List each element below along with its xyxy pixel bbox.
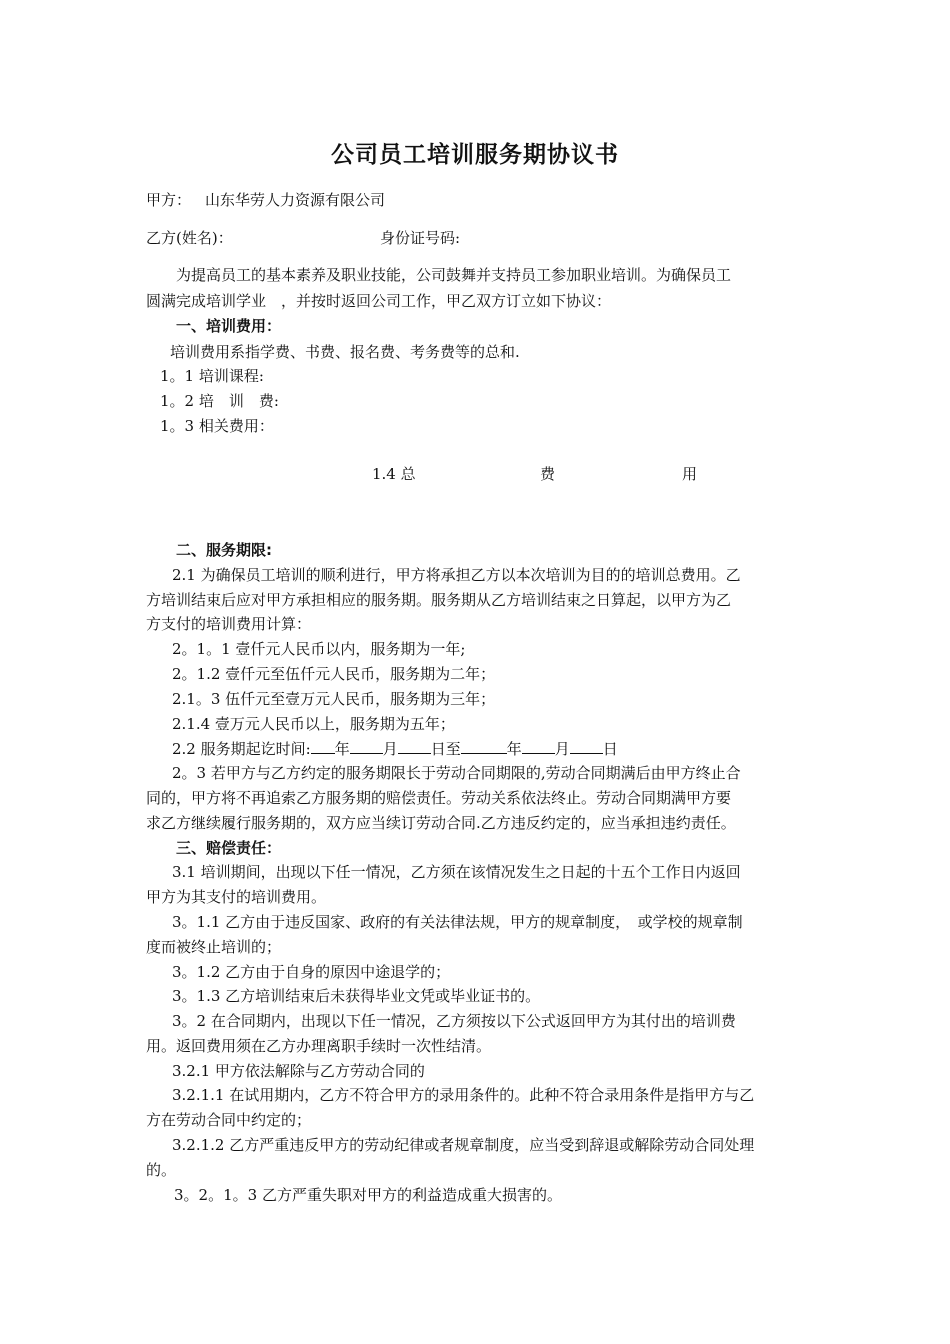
month-char: 月 xyxy=(382,740,398,758)
clause-3-2-1-1-line-2: 方在劳动合同中约定的； xyxy=(146,1111,312,1129)
clause-3-2-1-1-line-1: 3.2.1.1 在试用期内，乙方不符合甲方的录用条件的。此种不符合录用条件是指甲方与乙 xyxy=(172,1086,755,1104)
party-a-line xyxy=(146,190,385,210)
clause-3-1-1-line-1: 3。1.1 乙方由于违反国家、政府的有关法律法规，甲方的规章制度， 或学校的规章制 xyxy=(172,913,743,931)
section-3-heading: 三、赔偿责任： xyxy=(176,839,282,857)
clause-2-1-3: 2.1。3 伍仟元至壹万元人民币，服务期为三年； xyxy=(172,690,496,708)
section-1-description: 培训费用系指学费、书费、报名费、考务费等的总和. xyxy=(170,343,520,361)
clause-2-3-line-2: 同的，甲方将不再追索乙方服务期的赔偿责任。劳动关系依法终止。劳动合同期满甲方要 xyxy=(146,789,732,807)
clause-2-1-1: 2。1。1 壹仟元人民币以内，服务期为一年; xyxy=(172,640,466,658)
clause-3-2-1-3: 3。2。1。3 乙方严重失职对甲方的利益造成重大损害的。 xyxy=(174,1186,562,1204)
total-cost-part-3: 用 xyxy=(682,465,698,483)
total-cost-part-2: 费 xyxy=(540,465,556,483)
id-number-label: 身份证号码: xyxy=(380,229,461,247)
clause-3-1-3: 3。1.3 乙方培训结束后未获得毕业文凭或毕业证书的。 xyxy=(172,987,541,1005)
clause-3-1-line-1: 3.1 培训期间，出现以下任一情况，乙方须在该情况发生之日起的十五个工作日内返回 xyxy=(172,863,741,881)
clause-3-2-1-2-line-1: 3.2.1.2 乙方严重违反甲方的劳动纪律或者规章制度，应当受到辞退或解除劳动合同处理 xyxy=(172,1136,755,1154)
clause-2-1-line-1: 2.1 为确保员工培训的顺利进行，甲方将承担乙方以本次培训为目的的培训总费用。乙 xyxy=(172,566,741,584)
end-day-blank xyxy=(570,738,603,754)
end-month-blank xyxy=(522,738,555,754)
clause-3-2-1-2-line-2: 的。 xyxy=(146,1161,177,1179)
clause-3-2-line-2: 用。返回费用须在乙方办理离职手续时一次性结清。 xyxy=(146,1037,492,1055)
clause-2-2-service-period-dates xyxy=(172,738,618,759)
start-month-blank xyxy=(350,738,383,754)
section-1-heading: 一、培训费用： xyxy=(176,317,282,335)
party-a-label: 甲方： xyxy=(146,191,192,209)
clause-2-1-line-3: 方支付的培训费用计算： xyxy=(146,615,312,633)
clause-2-1-4: 2.1.4 壹万元人民币以上，服务期为五年； xyxy=(172,715,455,733)
month-char-2: 月 xyxy=(554,740,570,758)
clause-2-3-line-1: 2。3 若甲方与乙方约定的服务期限长于劳动合同期限的,劳动合同期满后由甲方终止合 xyxy=(172,764,741,782)
clause-3-2-1: 3.2.1 甲方依法解除与乙方劳动合同的 xyxy=(172,1062,425,1080)
document-title: 公司员工培训服务期协议书 xyxy=(331,142,619,168)
clause-3-2-line-1: 3。2 在合同期内，出现以下任一情况，乙方须按以下公式返回甲方为其付出的培训费 xyxy=(172,1012,736,1030)
item-1-2: 1。2 培 训 费: xyxy=(160,392,279,410)
section-2-heading: 二、服务期限: xyxy=(176,541,272,559)
total-cost-part-1: 1.4 总 xyxy=(372,465,416,483)
year-char: 年 xyxy=(334,740,350,758)
item-1-3: 1。3 相关费用： xyxy=(160,417,274,435)
clause-2-1-line-2: 方培训结束后应对甲方承担相应的服务期。服务期从乙方培训结束之日算起，以甲方为乙 xyxy=(146,591,732,609)
start-year-blank xyxy=(311,738,335,754)
clause-3-1-1-line-2: 度而被终止培训的； xyxy=(146,938,282,956)
clause-3-1-2: 3。1.2 乙方由于自身的原因中途退学的； xyxy=(172,963,451,981)
intro-paragraph-line-2: 圆满完成培训学业 ，并按时返回公司工作，甲乙双方订立如下协议： xyxy=(146,292,612,310)
intro-paragraph-line-1: 为提高员工的基本素养及职业技能，公司鼓舞并支持员工参加职业培训。为确保员工 xyxy=(176,266,732,284)
service-period-label: 2.2 服务期起讫时间: xyxy=(172,740,311,758)
party-b-label: 乙方(姓名)： xyxy=(146,229,233,247)
end-year-blank xyxy=(461,738,507,754)
clause-2-3-line-3: 求乙方继续履行服务期的，双方应当续订劳动合同.乙方违反约定的，应当承担违约责任。 xyxy=(146,814,736,832)
clause-3-1-line-2: 甲方为其支付的培训费用。 xyxy=(146,888,327,906)
start-day-blank xyxy=(398,738,431,754)
item-1-1: 1。1 培训课程: xyxy=(160,367,264,385)
clause-2-1-2: 2。1.2 壹仟元至伍仟元人民币，服务期为二年； xyxy=(172,665,496,683)
year-char-2: 年 xyxy=(506,740,522,758)
party-a-value: 山东华劳人力资源有限公司 xyxy=(205,191,386,209)
day-char-2: 日 xyxy=(602,740,618,758)
day-to-char: 日至 xyxy=(430,740,461,758)
